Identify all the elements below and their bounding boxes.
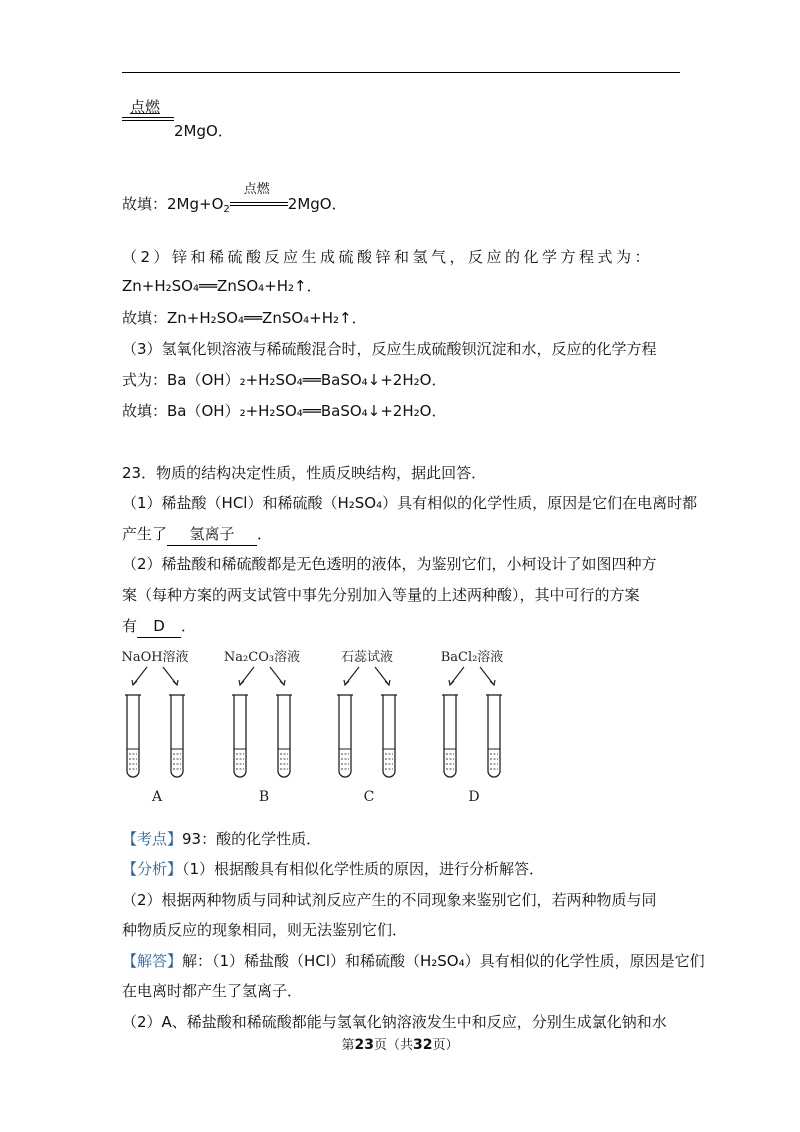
test-tube	[278, 695, 290, 777]
q22-part3-answer: 故填：Ba（OH）₂+H₂SO₄══BaSO₄↓+2H₂O．	[122, 402, 447, 420]
page-number: 23	[354, 1037, 374, 1053]
equation-rhs: 2MgO．	[287, 195, 347, 213]
text-fragment: 有	[122, 617, 138, 635]
q22-part2-equation: Zn+H₂SO₄══ZnSO₄+H₂↑．	[122, 277, 322, 295]
page-footer	[0, 1034, 800, 1053]
q22-part2-text: （2）锌和稀硫酸反应生成硫酸锌和氢气，反应的化学方程式为：	[122, 248, 654, 266]
header-rule	[122, 72, 680, 73]
tube-pair	[337, 649, 397, 805]
option-letter: C	[363, 789, 375, 805]
answer-blank-1: 氢离子	[167, 523, 257, 546]
fenxi-line2: （2）根据两种物质与同种试剂反应产生的不同现象来鉴别它们，若两种物质与同	[122, 891, 657, 909]
q23-part1-line2	[122, 523, 272, 546]
text-fragment: 产生了	[122, 525, 168, 543]
equation-condition	[230, 182, 288, 215]
q23-part2-line1: （2）稀盐酸和稀硫酸都是无色透明的液体，为鉴别它们，小柯设计了如图四种方	[122, 555, 657, 573]
condition-text: 点燃	[130, 98, 161, 116]
fenxi-line3: 种物质反应的现象相同，则无法鉴别它们．	[122, 921, 408, 939]
equation-tail: 2MgO．	[174, 122, 233, 140]
footer-text: 页（共	[373, 1038, 413, 1053]
tube-pair	[224, 649, 300, 805]
reagent-label: BaCl₂溶液	[440, 650, 504, 665]
option-letter: D	[468, 789, 480, 805]
q22-part3-line2: 式为：Ba（OH）₂+H₂SO₄══BaSO₄↓+2H₂O．	[122, 371, 447, 389]
reagent-label: Na₂CO₃溶液	[223, 650, 301, 665]
test-tube	[339, 695, 351, 777]
q23-part2-line2: 案（每种方案的两支试管中事先分别加入等量的上述两种酸），其中可行的方案	[122, 586, 640, 604]
jieda-line2: 在电离时都产生了氢离子．	[122, 982, 303, 1000]
test-tube	[488, 695, 500, 777]
jieda-line	[122, 950, 705, 972]
test-tube	[444, 695, 456, 777]
footer-text: 页）	[432, 1038, 459, 1053]
q23-stem: 23．物质的结构决定性质，性质反映结构，据此回答．	[122, 464, 487, 482]
reagent-label: NaOH溶液	[121, 650, 189, 665]
footer-text: 第	[341, 1038, 355, 1053]
q22-part3-line1: （3）氢氧化钡溶液与稀硫酸混合时，反应生成硫酸钡沉淀和水，反应的化学方程	[122, 340, 657, 358]
text-fragment: ．	[257, 525, 273, 543]
equation-lhs: 2Mg+O	[167, 195, 224, 213]
q23-part2-line3	[122, 615, 196, 638]
answer-blank-2: D	[137, 615, 181, 638]
q23-part1-line1: （1）稀盐酸（HCl）和稀硫酸（H₂SO₄）具有相似的化学性质，原因是它们在电离时都	[122, 494, 698, 512]
answer-label: 故填：	[122, 195, 168, 213]
test-tube	[171, 695, 183, 777]
fenxi-line	[122, 858, 544, 880]
kaodian-tag: 【考点】	[122, 830, 183, 848]
test-tube	[127, 695, 139, 777]
test-tube	[234, 695, 246, 777]
q22-part2-answer: 故填：Zn+H₂SO₄══ZnSO₄+H₂↑．	[122, 309, 367, 327]
tube-pair	[121, 649, 188, 805]
fenxi-text: （1）根据酸具有相似化学性质的原因，进行分析解答．	[182, 860, 545, 878]
option-letter: B	[258, 789, 270, 805]
page-total: 32	[413, 1037, 433, 1053]
option-letter: A	[151, 789, 163, 805]
test-tube	[383, 695, 395, 777]
fenxi-tag: 【分析】	[122, 860, 183, 878]
kaodian-line	[122, 828, 321, 850]
kaodian-text: 93：酸的化学性质．	[182, 830, 322, 848]
answer-line-mg	[122, 182, 347, 221]
test-tubes-figure	[110, 645, 530, 810]
condition-text-2: 点燃	[243, 182, 270, 197]
jieda-text: 解：（1）稀盐酸（HCl）和稀硫酸（H₂SO₄）具有相似的化学性质，原因是它们	[182, 952, 705, 970]
jieda-tag: 【解答】	[122, 952, 183, 970]
tube-pair	[441, 649, 504, 805]
subscript: 2	[223, 204, 230, 215]
reagent-label: 石蕊试液	[340, 650, 394, 665]
jieda-line3: （2）A、稀盐酸和稀硫酸都能与氢氧化钠溶液发生中和反应，分别生成氯化钠和水	[122, 1013, 667, 1031]
reaction-condition-block	[122, 96, 174, 118]
text-fragment: ．	[181, 617, 197, 635]
